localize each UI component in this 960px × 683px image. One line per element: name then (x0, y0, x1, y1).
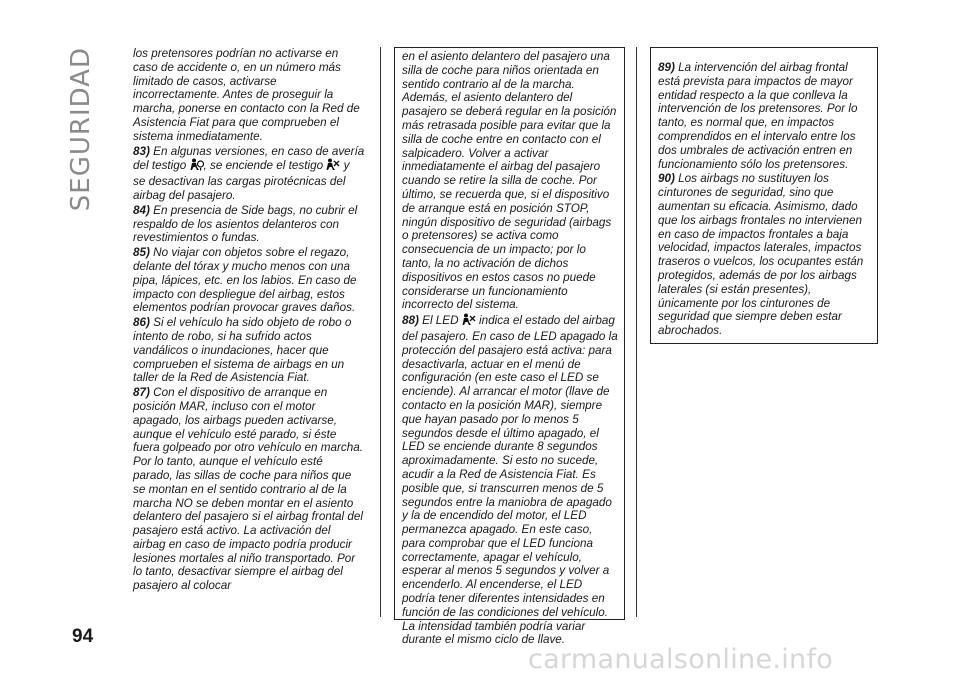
note-number-84: 84) (133, 203, 150, 217)
airbag-off-icon (462, 313, 476, 330)
note-83-text-b: , se enciende el testigo (203, 159, 327, 173)
section-title: SEGURIDAD (66, 47, 96, 212)
note-88-text-b: indica el estado del airbag del pasajero. En caso de LED apagado la protección del pasajero está activa: para desactivarla, actuar en el menú de configuración (en este caso el LED se enciende). Al arrancar el motor (llave de contacto en la posición MAR), siempre que hayan pasado por lo menos 5 segundos desde el último apagado, el LED se enciende durante 8 segundos aproximadamente. Si esto no sucede, acudir a la Red de Asistencia Fiat. Es posible que, si transcurren menos de 5 segundos entre la maniobra de apagado y la de encendido del motor, el LED permanezca apagado. En este caso, para comprobar que el LED funciona correctamente, apagar el vehículo, esperar al menos 5 segundos y volver a encenderlo. Al encenderse, el LED podría tener diferentes intensidades en función de las condiciones del vehículo. La intensidad también podría variar durante el mismo ciclo de llave. (402, 314, 618, 647)
column-1 (133, 47, 365, 593)
note-number-89: 89) (658, 61, 675, 74)
note-89-text: La intervención del airbag frontal está prevista para impactos de mayor entidad respecto a la que conlleva la intervención de los pretensores. Por lo tanto, es normal que, en impactos comprendidos en el intervalo entre los dos umbrales de activación entren en funcionamiento sólo los pretensores. (658, 61, 858, 171)
note-90 (658, 172, 871, 338)
note-83 (133, 145, 365, 203)
note-87-text: Con el dispositivo de arranque en posición MAR, incluso con el motor apagado, los airbags pueden activarse, aunque el vehículo esté parado, si éste fuera golpeado por otro vehículo en marcha. Por lo tanto, aunque el vehículo esté parado, las sillas de coche para niños que se montan en el sentido contrario al de la marcha NO se deben montar en el asiento delantero del pasajero si el airbag frontal del pasajero está activo. La activación del airbag en caso de impacto podría producir lesiones mortales al niño transportado. Por lo tanto, desactivar siempre el airbag del pasajero al colocar (133, 386, 364, 593)
note-90-text: Los airbags no sustituyen los cinturones de seguridad, sino que aumentan su eficacia. Asimismo, dado que los airbags frontales no intervienen en caso de impactos frontales a baja velocidad, impactos laterales, impactos traseros o vuelcos, los ocupantes están protegidos, además de por los airbags laterales (si están presentes), únicamente por los cinturones de seguridad que siempre deben estar abrochados. (658, 172, 864, 338)
airbag-off-icon (326, 158, 340, 175)
note-83-text-a: En algunas versiones, en caso de avería del testigo (133, 144, 365, 173)
airbag-warning-icon (190, 158, 204, 175)
note-number-83: 83) (133, 144, 150, 158)
note-84 (133, 204, 365, 245)
note-number-90: 90) (658, 172, 675, 186)
note-85-text: No viajar con objetos sobre el regazo, delante del tórax y mucho menos con una pipa, lápices, etc. en los labios. En caso de impacto con despliegue del airbag, estos elementos podrían provocar graves daños. (133, 246, 357, 315)
note-84-text: En presencia de Side bags, no cubrir el respaldo de los asientos delanteros con revestimientos o fundas. (133, 203, 358, 245)
note-85 (133, 246, 365, 315)
note-86 (133, 316, 365, 385)
note-87 (133, 386, 365, 593)
note-83-text-c: y se desactivan las cargas pirotécnicas del airbag del pasajero. (133, 159, 350, 202)
paragraph-continued: los pretensores podrían no activarse en caso de accidente o, en un número más limitado de casos, activarse incorrectamente. Antes de proseguir la marcha, ponerse en contacto con la Red de Asistencia Fiat para que comprueben el sistema inmediatamente. (133, 47, 360, 143)
note-number-88: 88) (402, 314, 419, 328)
page-number: 94 (72, 626, 94, 647)
note-88 (402, 313, 618, 647)
watermark: carmanualsonline.info (528, 644, 834, 675)
note-number-85: 85) (133, 246, 150, 260)
paragraph-continued: en el asiento delantero del pasajero una silla de coche para niños orientada en sentido contrario al de la marcha. Además, el asiento delantero del pasajero se deberá regular en la posición más retrasada posible para evitar que la silla de coche entre en contacto con el salpicadero. Volver a activar inmediatamente el airbag del pasajero cuando se retire la silla de coche. Por último, se recuerda que, si el dispositivo de arranque está en posición STOP, ningún dispositivo de seguridad (airbags o pretensores) se activa como consecuencia de un impacto; por lo tanto, la no activación de dichos dispositivos en estos casos no puede considerarse un funcionamiento incorrecto del sistema. (402, 50, 617, 312)
note-89 (658, 61, 871, 171)
note-number-87: 87) (133, 386, 150, 400)
column-divider-left (380, 47, 381, 617)
note-86-text: Si el vehículo ha sido objeto de robo o intento de robo, si ha sufrido actos vandálicos o inundaciones, hacer que comprueben el sistema de airbags en un taller de la Red de Asistencia Fiat. (133, 316, 352, 385)
note-88-text-a: El LED (418, 314, 462, 328)
column-divider-right (636, 47, 637, 617)
note-number-86: 86) (133, 316, 150, 330)
warning-box-middle (394, 47, 625, 647)
warning-box-right (650, 47, 878, 344)
